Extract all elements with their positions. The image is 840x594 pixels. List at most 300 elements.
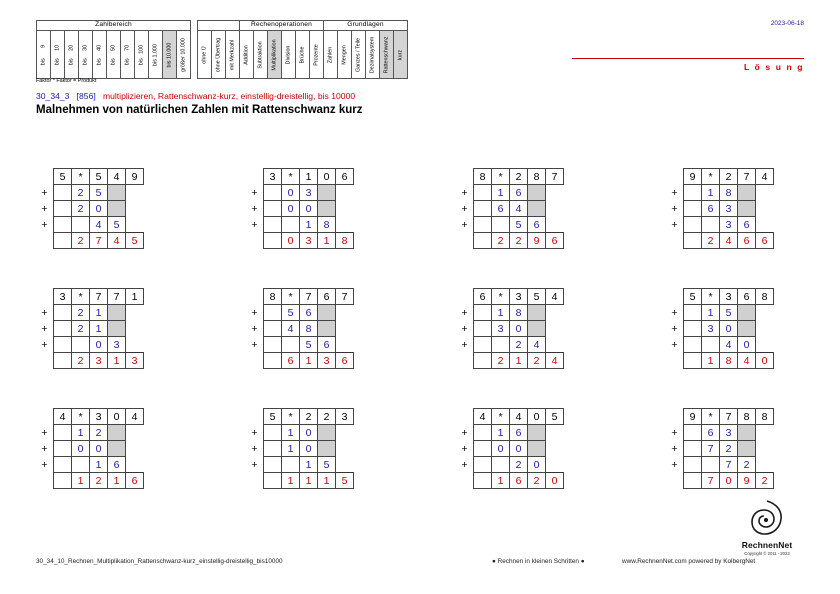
- empty-cell: [264, 233, 282, 249]
- result-digit: 4: [738, 353, 756, 369]
- result-digit: 0: [756, 353, 774, 369]
- partial-product-row: [666, 441, 774, 457]
- result-digit: 2: [702, 233, 720, 249]
- shaded-cell: [108, 185, 126, 201]
- class-cell-label: bis 10: [53, 44, 60, 65]
- partial-product-row: [666, 425, 774, 441]
- exercise-ex-3: [456, 168, 564, 249]
- factor-digit: 2: [510, 169, 528, 185]
- exercise-slot: [630, 408, 840, 489]
- class-cell-subtraktion[interactable]: [254, 31, 268, 79]
- exercise-slot: [420, 408, 630, 489]
- group-header-grundlagen: Grundlagen: [324, 21, 408, 31]
- shaded-cell: [528, 201, 546, 217]
- page-footer: [0, 558, 840, 570]
- partial-product-row: [456, 305, 564, 321]
- partial-digit: 4: [90, 217, 108, 233]
- class-cell-addition[interactable]: [240, 31, 254, 79]
- plus-sign: +: [41, 458, 48, 471]
- plus-sign: +: [671, 322, 678, 335]
- class-cell-multiplikation[interactable]: [268, 31, 282, 79]
- partial-digit: 0: [300, 201, 318, 217]
- class-cell-groesser-10000[interactable]: [177, 31, 191, 79]
- class-cell-mengen[interactable]: [338, 31, 352, 79]
- partial-digit: 5: [282, 305, 300, 321]
- factor-digit: 1: [126, 289, 144, 305]
- shaded-cell: [738, 201, 756, 217]
- empty-cell: [474, 473, 492, 489]
- factor-digit: 4: [108, 169, 126, 185]
- empty-cell: [282, 217, 300, 233]
- result-digit: 8: [720, 353, 738, 369]
- result-digit: 9: [528, 233, 546, 249]
- plus-sign: +: [41, 322, 48, 335]
- partial-product-row: [246, 217, 354, 233]
- partial-product-row: [246, 425, 354, 441]
- partial-digit: 2: [738, 457, 756, 473]
- partial-product-row: [246, 337, 354, 353]
- shaded-cell: [108, 305, 126, 321]
- problem-top-row: [36, 409, 144, 425]
- problem-top-row: [246, 409, 354, 425]
- factor-digit: 6: [738, 289, 756, 305]
- class-cell-rattenschwanz[interactable]: [380, 31, 394, 79]
- result-digit: 5: [126, 233, 144, 249]
- partial-digit: 6: [108, 457, 126, 473]
- shaded-cell: [528, 305, 546, 321]
- partial-digit: 6: [528, 217, 546, 233]
- class-cell-label: bis 30: [81, 44, 88, 65]
- empty-cell: [264, 185, 282, 201]
- exercise-slot: [210, 408, 420, 489]
- plus-sign: +: [41, 442, 48, 455]
- exercise-ex-6: [246, 288, 354, 369]
- class-cell-label: kurz: [396, 49, 403, 60]
- shaded-cell: [528, 441, 546, 457]
- empty-cell: [54, 353, 72, 369]
- row-lead: [666, 473, 684, 489]
- partial-product-row: [246, 185, 354, 201]
- partial-product-row: [456, 217, 564, 233]
- partial-digit: 0: [492, 441, 510, 457]
- exercise-ex-7: [456, 288, 564, 369]
- partial-digit: 1: [72, 425, 90, 441]
- result-digit: 2: [528, 353, 546, 369]
- factor-digit: 0: [108, 409, 126, 425]
- exercise-sheet: [0, 168, 840, 528]
- empty-cell: [684, 337, 702, 353]
- empty-cell: [72, 217, 90, 233]
- problem-top-row: [246, 169, 354, 185]
- result-row: [246, 353, 354, 369]
- result-digit: 2: [90, 473, 108, 489]
- partial-product-row: [36, 321, 144, 337]
- factor-digit: 8: [264, 289, 282, 305]
- class-cell-bis-10000[interactable]: [163, 31, 177, 79]
- brand-logo: [730, 498, 804, 556]
- operator-cell: *: [282, 409, 300, 425]
- result-digit: 7: [702, 473, 720, 489]
- factor-digit: 8: [474, 169, 492, 185]
- shaded-cell: [108, 321, 126, 337]
- empty-cell: [684, 233, 702, 249]
- operator-cell: *: [72, 409, 90, 425]
- class-cell-bis-100[interactable]: [135, 31, 149, 79]
- partial-product-row: [456, 441, 564, 457]
- rechnennet-mark-icon: [747, 498, 787, 538]
- class-cell-label: Rattenschwanz: [382, 36, 389, 73]
- partial-digit: 1: [492, 185, 510, 201]
- problem-top-row: [666, 289, 774, 305]
- class-cell-label: Ganzes / Teile: [354, 37, 361, 72]
- factor-digit: 7: [108, 289, 126, 305]
- result-digit: 1: [108, 353, 126, 369]
- factor-digit: 9: [126, 169, 144, 185]
- row-lead: [36, 353, 54, 369]
- partial-digit: 0: [90, 337, 108, 353]
- shaded-cell: [738, 305, 756, 321]
- empty-cell: [474, 233, 492, 249]
- result-row: [666, 233, 774, 249]
- partial-digit: 4: [720, 337, 738, 353]
- factor-digit: 2: [720, 169, 738, 185]
- class-cell-bis-10[interactable]: [51, 31, 65, 79]
- row-lead: [456, 473, 474, 489]
- empty-cell: [264, 473, 282, 489]
- problem-top-row: [246, 289, 354, 305]
- empty-cell: [492, 457, 510, 473]
- result-digit: 4: [546, 353, 564, 369]
- partial-digit: 1: [282, 425, 300, 441]
- worksheet-subtitle: [36, 91, 355, 101]
- class-cell-mit-merkzahl[interactable]: [226, 31, 240, 79]
- partial-digit: 5: [510, 217, 528, 233]
- exercise-ex-12: [666, 408, 774, 489]
- result-row: [36, 473, 144, 489]
- result-digit: 1: [108, 473, 126, 489]
- class-cell-bis-9[interactable]: [37, 31, 51, 79]
- exercise-slot: [210, 288, 420, 369]
- row-lead: [456, 353, 474, 369]
- plus-sign: +: [251, 458, 258, 471]
- plus-sign: +: [251, 218, 258, 231]
- class-cell-label: Prozente: [312, 43, 319, 66]
- plus-sign: +: [251, 426, 258, 439]
- partial-digit: 3: [108, 337, 126, 353]
- operator-cell: *: [282, 289, 300, 305]
- class-cell-label: bis 20: [67, 44, 74, 65]
- shaded-cell: [108, 425, 126, 441]
- class-cell-dezimalsystem[interactable]: [366, 31, 380, 79]
- row-lead: [246, 353, 264, 369]
- class-cell-label: Zahlen: [326, 46, 333, 63]
- result-digit: 0: [282, 233, 300, 249]
- class-cell-brueche[interactable]: [296, 31, 310, 79]
- partial-digit: 0: [72, 441, 90, 457]
- result-digit: 6: [510, 473, 528, 489]
- partial-digit: 0: [528, 457, 546, 473]
- shaded-cell: [108, 201, 126, 217]
- result-digit: 6: [546, 233, 564, 249]
- partial-product-row: [246, 305, 354, 321]
- partial-digit: 0: [510, 321, 528, 337]
- factor-digit: 2: [318, 409, 336, 425]
- worksheet-bracket-id: [856]: [76, 91, 96, 101]
- class-cell-label: mit Merkzahl: [228, 39, 235, 70]
- class-cell-ohne-uebertrag[interactable]: [212, 31, 226, 79]
- shaded-cell: [738, 441, 756, 457]
- classification-cells: [37, 31, 408, 79]
- partial-product-row: [246, 457, 354, 473]
- partial-digit: 8: [300, 321, 318, 337]
- group-header-zahlbereich: Zahlbereich: [37, 21, 191, 31]
- result-digit: 1: [510, 353, 528, 369]
- plus-sign: +: [251, 202, 258, 215]
- row-lead: [246, 409, 264, 425]
- partial-digit: 1: [90, 305, 108, 321]
- empty-cell: [54, 321, 72, 337]
- factor-digit: 7: [90, 289, 108, 305]
- partial-product-row: [36, 217, 144, 233]
- partial-product-row: [456, 457, 564, 473]
- empty-cell: [54, 441, 72, 457]
- row-lead: [246, 233, 264, 249]
- partial-digit: 6: [702, 425, 720, 441]
- partial-digit: 3: [300, 185, 318, 201]
- partial-product-row: [246, 201, 354, 217]
- partial-product-row: [456, 337, 564, 353]
- plus-sign: +: [461, 338, 468, 351]
- class-cell-ganzes-teile[interactable]: [352, 31, 366, 79]
- result-digit: 0: [720, 473, 738, 489]
- class-cell-prozente[interactable]: [310, 31, 324, 79]
- empty-cell: [264, 305, 282, 321]
- factor-digit: 7: [546, 169, 564, 185]
- class-cell-kurz[interactable]: [394, 31, 408, 79]
- factor-digit: 1: [300, 169, 318, 185]
- plus-sign: +: [461, 458, 468, 471]
- partial-digit: 5: [300, 337, 318, 353]
- empty-cell: [264, 217, 282, 233]
- row-lead: [456, 169, 474, 185]
- class-cell-label: bis 100: [137, 44, 144, 65]
- result-digit: 1: [318, 473, 336, 489]
- result-digit: 3: [300, 233, 318, 249]
- plus-sign: +: [671, 186, 678, 199]
- partial-digit: 5: [318, 457, 336, 473]
- partial-digit: 2: [72, 201, 90, 217]
- row-lead: [666, 233, 684, 249]
- empty-cell: [474, 457, 492, 473]
- result-digit: 1: [318, 233, 336, 249]
- partial-product-row: [666, 305, 774, 321]
- factor-digit: 5: [528, 289, 546, 305]
- class-cell-division[interactable]: [282, 31, 296, 79]
- shaded-cell: [528, 425, 546, 441]
- row-lead: [666, 353, 684, 369]
- partial-digit: 7: [720, 457, 738, 473]
- partial-product-row: [666, 201, 774, 217]
- shaded-cell: [318, 305, 336, 321]
- class-cell-zahlen[interactable]: [324, 31, 338, 79]
- plus-sign: +: [671, 218, 678, 231]
- exercise-slot: [420, 168, 630, 249]
- exercise-ex-1: [36, 168, 144, 249]
- result-digit: 4: [108, 233, 126, 249]
- partial-digit: 5: [720, 305, 738, 321]
- result-digit: 6: [282, 353, 300, 369]
- result-digit: 2: [510, 233, 528, 249]
- shaded-cell: [318, 321, 336, 337]
- exercise-row: [0, 168, 840, 249]
- plus-sign: +: [461, 426, 468, 439]
- factor-digit: 4: [510, 409, 528, 425]
- class-cell-label: Mengen: [340, 44, 347, 65]
- faktor-formula-note: Faktor * Faktor = Produkt: [36, 78, 97, 84]
- row-lead: [456, 409, 474, 425]
- class-cell-label: bis 40: [95, 44, 102, 65]
- empty-cell: [492, 217, 510, 233]
- partial-digit: 5: [90, 185, 108, 201]
- partial-product-row: [36, 457, 144, 473]
- empty-cell: [264, 321, 282, 337]
- result-digit: 2: [72, 233, 90, 249]
- empty-cell: [474, 353, 492, 369]
- plus-sign: +: [251, 186, 258, 199]
- empty-cell: [54, 185, 72, 201]
- partial-digit: 1: [492, 305, 510, 321]
- result-digit: 6: [126, 473, 144, 489]
- result-digit: 2: [492, 353, 510, 369]
- partial-product-row: [36, 337, 144, 353]
- exercise-slot: [420, 288, 630, 369]
- class-cell-bis-40[interactable]: [93, 31, 107, 79]
- row-lead: [666, 409, 684, 425]
- empty-cell: [264, 353, 282, 369]
- result-row: [456, 353, 564, 369]
- factor-digit: 7: [300, 289, 318, 305]
- partial-digit: 1: [492, 425, 510, 441]
- partial-digit: 7: [702, 441, 720, 457]
- empty-cell: [684, 217, 702, 233]
- partial-digit: 6: [510, 425, 528, 441]
- page-title: Malnehmen von natürlichen Zahlen mit Rattenschwanz kurz: [36, 104, 363, 116]
- factor-digit: 3: [510, 289, 528, 305]
- plus-sign: +: [251, 338, 258, 351]
- partial-product-row: [666, 217, 774, 233]
- page-header: [36, 20, 804, 86]
- empty-cell: [264, 337, 282, 353]
- empty-cell: [264, 441, 282, 457]
- exercise-ex-9: [36, 408, 144, 489]
- plus-sign: +: [41, 218, 48, 231]
- empty-cell: [702, 457, 720, 473]
- class-cell-bis-30[interactable]: [79, 31, 93, 79]
- plus-sign: +: [41, 306, 48, 319]
- class-cell-ohne-ue[interactable]: [198, 31, 212, 79]
- empty-cell: [54, 305, 72, 321]
- partial-digit: 0: [90, 201, 108, 217]
- exercise-ex-8: [666, 288, 774, 369]
- result-digit: 2: [492, 233, 510, 249]
- partial-digit: 1: [282, 441, 300, 457]
- shaded-cell: [318, 425, 336, 441]
- empty-cell: [54, 473, 72, 489]
- result-digit: 6: [336, 353, 354, 369]
- partial-product-row: [36, 201, 144, 217]
- result-digit: 3: [126, 353, 144, 369]
- result-digit: 9: [738, 473, 756, 489]
- shaded-cell: [738, 425, 756, 441]
- empty-cell: [54, 217, 72, 233]
- operator-cell: *: [282, 169, 300, 185]
- partial-digit: 5: [108, 217, 126, 233]
- empty-cell: [684, 305, 702, 321]
- result-digit: 4: [720, 233, 738, 249]
- empty-cell: [684, 353, 702, 369]
- worksheet-description: multiplizieren, Rattenschwanz-kurz, einstellig-dreistellig, bis 10000: [102, 91, 356, 101]
- row-lead: [36, 289, 54, 305]
- empty-cell: [492, 337, 510, 353]
- plus-sign: +: [671, 338, 678, 351]
- partial-digit: 2: [510, 457, 528, 473]
- factor-digit: 6: [336, 169, 354, 185]
- partial-digit: 6: [318, 337, 336, 353]
- partial-digit: 3: [702, 321, 720, 337]
- result-row: [36, 353, 144, 369]
- plus-sign: +: [41, 338, 48, 351]
- partial-product-row: [456, 321, 564, 337]
- factor-digit: 4: [546, 289, 564, 305]
- factor-digit: 6: [474, 289, 492, 305]
- plus-sign: +: [41, 202, 48, 215]
- factor-digit: 8: [756, 289, 774, 305]
- partial-digit: 1: [90, 321, 108, 337]
- partial-digit: 0: [510, 441, 528, 457]
- class-cell-label: bis 9: [39, 44, 46, 65]
- partial-digit: 1: [90, 457, 108, 473]
- empty-cell: [54, 425, 72, 441]
- factor-digit: 2: [300, 409, 318, 425]
- partial-product-row: [666, 185, 774, 201]
- footer-website: www.RechnenNet.com powered by KolbergNet: [622, 558, 756, 565]
- class-cell-label: bis 10.000: [165, 42, 172, 67]
- class-cell-bis-50[interactable]: [107, 31, 121, 79]
- brand-name: RechnenNet: [741, 540, 793, 550]
- class-cell-label: ohne Übertrag: [214, 37, 221, 72]
- plus-sign: +: [461, 322, 468, 335]
- plus-sign: +: [671, 426, 678, 439]
- partial-digit: 0: [300, 425, 318, 441]
- partial-digit: 2: [72, 305, 90, 321]
- empty-cell: [474, 425, 492, 441]
- partial-digit: 4: [528, 337, 546, 353]
- partial-product-row: [456, 201, 564, 217]
- class-cell-bis-1000[interactable]: [149, 31, 163, 79]
- class-cell-bis-70[interactable]: [121, 31, 135, 79]
- partial-digit: 1: [300, 457, 318, 473]
- partial-digit: 3: [492, 321, 510, 337]
- exercise-row: [0, 288, 840, 369]
- group-header-uebertrag: [198, 21, 240, 31]
- plus-sign: +: [671, 306, 678, 319]
- empty-cell: [702, 337, 720, 353]
- problem-top-row: [666, 409, 774, 425]
- partial-digit: 8: [510, 305, 528, 321]
- result-row: [246, 473, 354, 489]
- partial-digit: 2: [72, 321, 90, 337]
- class-cell-bis-20[interactable]: [65, 31, 79, 79]
